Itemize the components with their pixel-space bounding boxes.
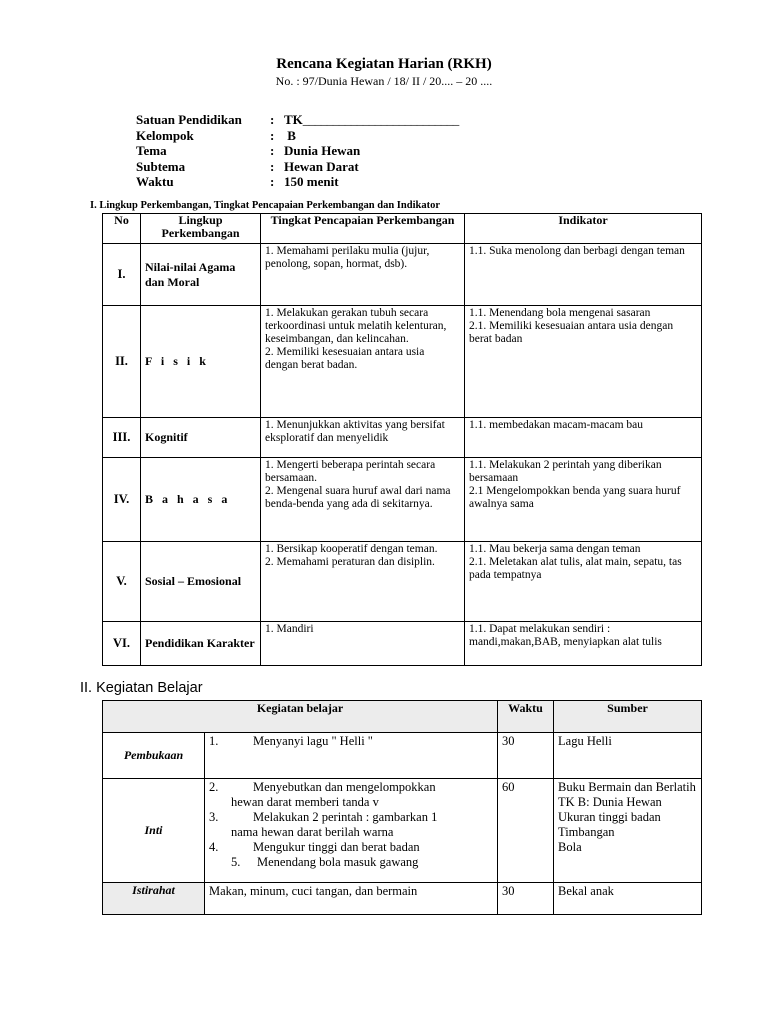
info-value: Dunia Hewan xyxy=(284,143,361,158)
column-header-sumber: Sumber xyxy=(554,701,702,733)
document-title: Rencana Kegiatan Harian (RKH) xyxy=(276,56,492,72)
step-number: 1. xyxy=(209,734,219,748)
row-indicators xyxy=(465,622,702,666)
row-area: Nilai-nilai Agama dan Moral xyxy=(141,244,261,306)
row-indicators xyxy=(465,306,702,418)
row-number: VI. xyxy=(103,622,141,666)
indicator-item: 1.1. Melakukan 2 perintah yang diberikan bersamaan xyxy=(469,459,662,484)
info-label: Tema xyxy=(136,143,167,158)
indicator-item: 1.1. Suka menolong dan berbagi dengan teman xyxy=(469,245,685,257)
info-value: 150 menit xyxy=(284,174,339,189)
info-label: Satuan Pendidikan xyxy=(136,112,242,127)
column-header-tingkat: Tingkat Pencapaian Perkembangan xyxy=(261,214,465,244)
activity-step xyxy=(209,840,493,855)
column-header-lingkup: Lingkup Perkembangan xyxy=(141,214,261,244)
row-achievements xyxy=(261,458,465,542)
info-label: Waktu xyxy=(136,174,174,189)
table-row xyxy=(103,779,702,883)
source-item: Bekal anak xyxy=(558,884,614,898)
info-colon: : xyxy=(270,158,275,174)
indicator-item: 1.1. Dapat melakukan sendiri : mandi,makan,BAB, menyiapkan alat tulis xyxy=(469,623,662,648)
activity-cell xyxy=(205,779,498,883)
step-text: Melakukan 2 perintah : gambarkan 1 xyxy=(253,810,438,824)
table-row xyxy=(103,622,702,666)
fill-line: __________________________ xyxy=(302,112,459,127)
info-colon: : xyxy=(270,143,275,158)
table-row xyxy=(103,306,702,418)
info-label: Subtema xyxy=(136,158,186,174)
step-text: Mengukur tinggi dan berat badan xyxy=(253,840,420,854)
table-row xyxy=(103,883,702,915)
activity-cell xyxy=(205,733,498,779)
stage-label: Istirahat xyxy=(103,883,205,915)
achievement-item: 1. Mengerti beberapa perintah secara bersamaan. xyxy=(265,459,436,484)
stage-label: Pembukaan xyxy=(103,733,205,779)
step-number: 2. xyxy=(209,780,219,794)
duration-cell: 30 xyxy=(498,883,554,915)
info-colon: : xyxy=(270,127,275,143)
row-area: Pendidikan Karakter xyxy=(141,622,261,666)
info-colon: : xyxy=(270,112,275,127)
source-item: Timbangan xyxy=(558,825,615,839)
achievement-item: 1. Mandiri xyxy=(265,623,314,635)
row-number: I. xyxy=(103,244,141,306)
table-header-row xyxy=(103,214,702,244)
table-row xyxy=(103,418,702,458)
info-label: Kelompok xyxy=(136,127,194,143)
activity-cell: Makan, minum, cuci tangan, dan bermain xyxy=(205,883,498,915)
source-cell xyxy=(554,883,702,915)
achievement-item: 1. Menunjukkan aktivitas yang bersifat eksploratif dan menyelidik xyxy=(265,419,445,444)
table-row xyxy=(103,733,702,779)
step-number: 4. xyxy=(209,840,219,854)
row-number: III. xyxy=(103,418,141,458)
info-value-text: TK xyxy=(284,112,303,127)
info-value: B xyxy=(284,127,296,143)
source-item: Buku Bermain dan Berlatih TK B: Dunia Hewan xyxy=(558,780,696,809)
achievement-item: 1. Melakukan gerakan tubuh secara terkoordinasi untuk melatih kelenturan, keseimbangan, dan kelincahan. xyxy=(265,307,447,345)
info-value: Hewan Darat xyxy=(284,158,359,174)
indicator-item: 1.1. Mau bekerja sama dengan teman xyxy=(469,543,641,555)
section1-heading: I. Lingkup Perkembangan, Tingkat Pencapaian Perkembangan dan Indikator xyxy=(90,200,440,211)
duration-cell: 60 xyxy=(498,779,554,883)
stage-label: Inti xyxy=(103,779,205,883)
row-achievements xyxy=(261,542,465,622)
row-achievements xyxy=(261,244,465,306)
achievement-item: 2. Memiliki kesesuaian antara usia dengan berat badan. xyxy=(265,346,425,371)
info-row-tema xyxy=(136,143,459,159)
row-area: F i s i k xyxy=(141,306,261,418)
source-cell xyxy=(554,733,702,779)
document-number: No. : 97/Dunia Hewan / 18/ II / 20.... – 20 .... xyxy=(275,74,493,88)
row-area: Kognitif xyxy=(141,418,261,458)
row-indicators xyxy=(465,542,702,622)
step-continuation: nama hewan darat berilah warna xyxy=(231,825,394,839)
achievement-item: 2. Memahami peraturan dan disiplin. xyxy=(265,556,435,568)
info-value xyxy=(284,112,459,128)
row-area: Sosial – Emosional xyxy=(141,542,261,622)
activity-table xyxy=(102,700,702,915)
activity-step xyxy=(209,855,493,870)
step-continuation: hewan darat memberi tanda v xyxy=(231,795,379,809)
info-row-satuan xyxy=(136,112,459,128)
row-indicators xyxy=(465,458,702,542)
duration-cell: 30 xyxy=(498,733,554,779)
column-header-indikator: Indikator xyxy=(465,214,702,244)
identity-block xyxy=(136,112,459,190)
activity-step xyxy=(209,734,493,749)
row-achievements xyxy=(261,622,465,666)
step-text: Menyanyi lagu " Helli " xyxy=(253,734,373,748)
table-header-row xyxy=(103,701,702,733)
source-item: Bola xyxy=(558,840,582,854)
step-text: Menendang bola masuk gawang xyxy=(257,855,419,869)
indicator-item: 2.1. Meletakan alat tulis, alat main, sepatu, tas pada tempatnya xyxy=(469,556,682,581)
row-number: II. xyxy=(103,306,141,418)
achievement-item: 1. Memahami perilaku mulia (jujur, penolong, sopan, hormat, dsb). xyxy=(265,245,430,270)
step-number: 5. xyxy=(231,855,241,869)
table-row xyxy=(103,458,702,542)
step-text: Menyebutkan dan mengelompokkan xyxy=(253,780,436,794)
info-row-waktu xyxy=(136,174,459,190)
section2-heading: II. Kegiatan Belajar xyxy=(80,680,203,696)
development-table xyxy=(102,213,702,666)
row-number: IV. xyxy=(103,458,141,542)
source-item: Lagu Helli xyxy=(558,734,612,748)
row-indicators xyxy=(465,244,702,306)
column-header-no: No xyxy=(103,214,141,244)
activity-step xyxy=(209,780,493,795)
step-number: 3. xyxy=(209,810,219,824)
indicator-item: 1.1. Menendang bola mengenai sasaran xyxy=(469,307,651,319)
info-row-subtema xyxy=(136,159,459,175)
row-area: B a h a s a xyxy=(141,458,261,542)
info-row-kelompok xyxy=(136,128,459,144)
row-number: V. xyxy=(103,542,141,622)
source-cell xyxy=(554,779,702,883)
column-header-kegiatan: Kegiatan belajar xyxy=(103,701,498,733)
table-row xyxy=(103,244,702,306)
activity-step xyxy=(209,810,493,825)
table-row xyxy=(103,542,702,622)
info-colon: : xyxy=(270,174,275,189)
row-indicators xyxy=(465,418,702,458)
source-item: Ukuran tinggi badan xyxy=(558,810,661,824)
achievement-item: 1. Bersikap kooperatif dengan teman. xyxy=(265,543,438,555)
indicator-item: 2.1. Memiliki kesesuaian antara usia dengan berat badan xyxy=(469,320,674,345)
row-achievements xyxy=(261,306,465,418)
column-header-waktu: Waktu xyxy=(498,701,554,733)
achievement-item: 2. Mengenal suara huruf awal dari nama benda-benda yang ada di sekitarnya. xyxy=(265,485,451,510)
indicator-item: 2.1 Mengelompokkan benda yang suara huruf awalnya sama xyxy=(469,485,681,510)
row-achievements xyxy=(261,418,465,458)
indicator-item: 1.1. membedakan macam-macam bau xyxy=(469,419,644,431)
